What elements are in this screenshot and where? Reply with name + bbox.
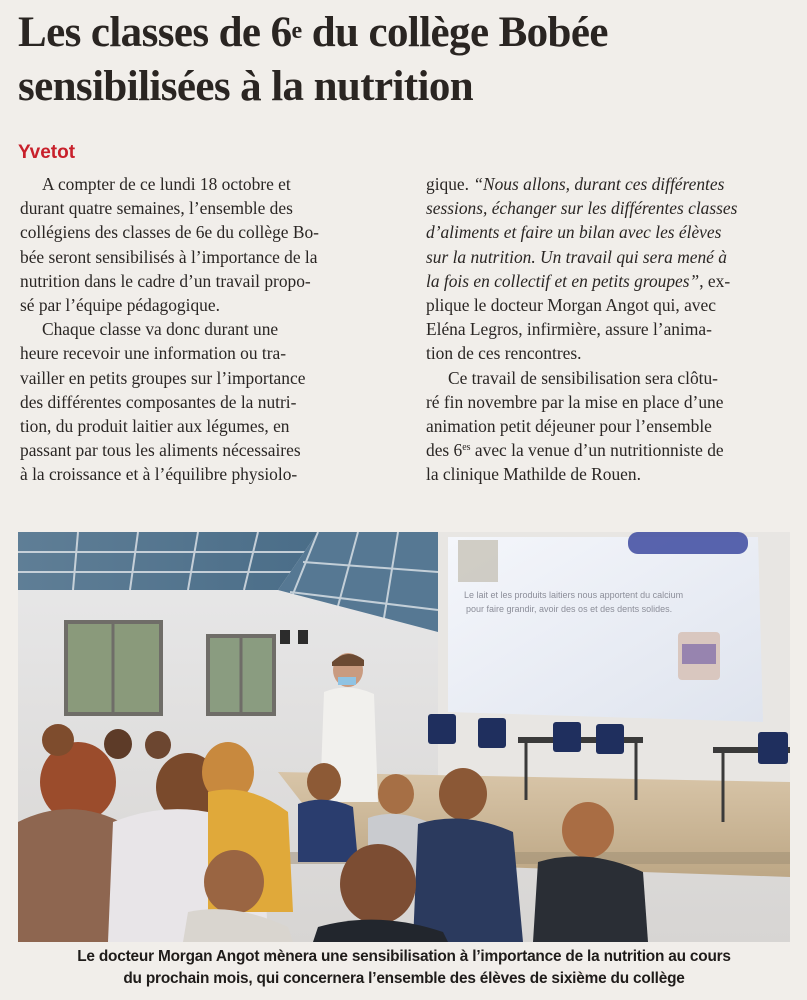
paragraph-line: Ce travail de sensibilisation sera clôtu- bbox=[448, 367, 718, 388]
screen-text-line-2: pour faire grandir, avoir des os et des dents solides. bbox=[466, 604, 673, 614]
paragraph-line: ré fin novembre par la mise en place d’une bbox=[426, 391, 724, 412]
headline-text: Les classes de 6 bbox=[18, 9, 292, 56]
article-headline bbox=[18, 6, 798, 114]
quote-run: sur la nutrition. Un travail qui sera mené à bbox=[426, 246, 727, 267]
paragraph-line bbox=[426, 245, 801, 269]
dateline: Yvetot bbox=[18, 142, 76, 163]
paragraph-line: animation petit déjeuner pour l’ensemble bbox=[426, 415, 712, 436]
paragraph-line: nutrition dans le cadre d’un travail propo- bbox=[20, 270, 311, 291]
photo-caption bbox=[18, 946, 790, 990]
paragraph-line: passant par tous les aliments nécessaires bbox=[20, 440, 301, 461]
text-run: des 6 bbox=[426, 440, 463, 461]
paragraph-line: tion, du produit laitier aux légumes, en bbox=[20, 415, 290, 436]
yogurt-label bbox=[682, 644, 716, 664]
text-run: avec la venue d’un nutritionniste de bbox=[470, 440, 724, 461]
classroom-photo-illustration bbox=[18, 532, 790, 942]
paragraph-line bbox=[426, 438, 801, 462]
ceiling bbox=[18, 532, 318, 590]
paragraph-line bbox=[426, 220, 801, 244]
paragraph-line: vailler en petits groupes sur l’importance bbox=[20, 367, 306, 388]
paragraph-line bbox=[426, 196, 801, 220]
article-column-left bbox=[20, 172, 395, 486]
paragraph-line: la clinique Mathilde de Rouen. bbox=[426, 464, 641, 485]
headline-line-2: sensibilisées à la nutrition bbox=[18, 63, 474, 110]
superscript: es bbox=[462, 442, 471, 454]
screen-logo-shape bbox=[628, 532, 748, 554]
headline-text: du collège Bobée bbox=[301, 9, 608, 56]
paragraph-line: à la croissance et à l’équilibre physiolo- bbox=[20, 464, 298, 485]
text-run: gique. bbox=[426, 174, 474, 194]
paragraph-line bbox=[426, 269, 801, 293]
caption-line: Le docteur Morgan Angot mènera une sensibilisation à l’importance de la nutrition au cours bbox=[77, 948, 731, 965]
headline-line-1 bbox=[18, 6, 798, 60]
text-run: , ex- bbox=[699, 270, 731, 291]
paragraph-line: durant quatre semaines, l’ensemble des bbox=[20, 198, 293, 219]
headline-superscript: e bbox=[291, 18, 302, 44]
caption-line: du prochain mois, qui concernera l’ensemble des élèves de sixième du collège bbox=[123, 970, 685, 987]
quote-run: “Nous allons, durant ces différentes bbox=[473, 174, 725, 194]
paragraph-line: collégiens des classes de 6e du collège Bo- bbox=[20, 222, 319, 243]
article-column-right bbox=[426, 172, 801, 486]
paragraph-line bbox=[426, 172, 801, 196]
screen-text-line-1: Le lait et les produits laitiers nous apportent du calcium bbox=[464, 590, 684, 600]
paragraph-line: tion de ces rencontres. bbox=[426, 343, 582, 364]
paragraph-line: sé par l’équipe pédagogique. bbox=[20, 294, 220, 315]
paragraph-line: heure recevoir une information ou tra- bbox=[20, 343, 287, 364]
quote-run: sessions, échanger sur les différentes classes bbox=[426, 198, 738, 219]
paragraph-line: bée seront sensibilisés à l’importance de la bbox=[20, 246, 318, 267]
paragraph-line: Eléna Legros, infirmière, assure l’anima- bbox=[426, 319, 712, 340]
paragraph-line: des différentes composantes de la nutri- bbox=[20, 391, 297, 412]
article-photo bbox=[18, 532, 790, 942]
screen-image-shape bbox=[458, 540, 498, 582]
paragraph-line: A compter de ce lundi 18 octobre et bbox=[42, 174, 291, 194]
paragraph-line: plique le docteur Morgan Angot qui, avec bbox=[426, 294, 716, 315]
quote-run: d’aliments et faire un bilan avec les élèves bbox=[426, 222, 722, 243]
paragraph-line: Chaque classe va donc durant une bbox=[42, 319, 279, 340]
quote-run: la fois en collectif et en petits groupes” bbox=[426, 270, 700, 291]
